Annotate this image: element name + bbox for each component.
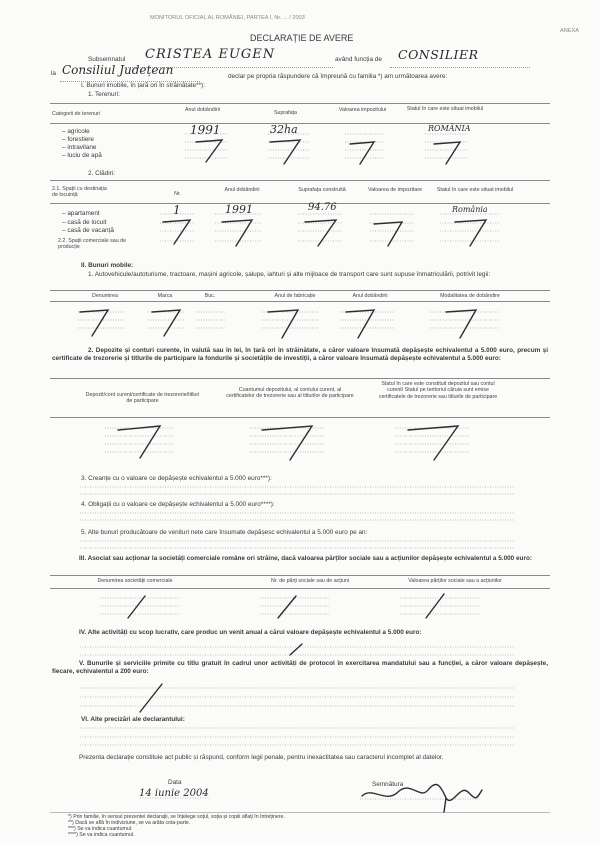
annex-label: ANEXA (560, 28, 579, 34)
shares-header-count: Nr. de părți sociale sau de acțiuni (270, 578, 350, 584)
land-header-category: Categorii de terenuri (52, 111, 100, 117)
obligations-label: 4. Obligații cu o valoare ce depășește echivalentul a 5.000 euro****): (81, 501, 275, 508)
building-header-country: Statul în care este situat imobilul (436, 187, 514, 193)
building-area-value: 94.76 (308, 202, 337, 213)
footnote-family: *) Prin familie, în sensul prezentei declarații, se înțelege soțul, soția și copiii aflați în întreținere. (68, 814, 285, 820)
building-nr-value: 1 (173, 203, 181, 217)
section5-heading: V. Bunurile și serviciile primite cu titlu gratuit în cadrul unor activități de protocol în exercitarea mandatului sau a funcției, a căror valoare depășește, fiecare, echivalentul a 200 euro: (52, 660, 548, 676)
land-category-luciu: – luciu de apă (62, 152, 102, 159)
other-income-label: 5. Alte bunuri producătoare de venituri nete care însumate depășesc echivalentul a 5.000 euro pe an: (81, 529, 368, 536)
building-header-nr: Nr. (174, 191, 181, 197)
vehicle-header-name: Denumirea (92, 293, 118, 299)
land-country-value: ROMÂNIA (428, 124, 471, 133)
deposit-header-country: Statul în care este constituit depozitul sau contul curent/ Statul pe teritoriul căruia sunt emise certificatele de trezorerie sau titlurile de participare (378, 381, 498, 400)
land-area-value: 32ha (270, 123, 298, 136)
building-country-value: România (452, 205, 488, 214)
building-header-dwelling: 2.1. Spații cu destinația de locuință (52, 186, 107, 199)
declarant-function: CONSILIER (398, 47, 479, 62)
building-header-year: Anul dobândirii (224, 187, 260, 193)
land-header-area: Suprafața (274, 110, 297, 116)
declaration-date: 14 iunie 2004 (139, 788, 209, 799)
vehicle-header-brand: Marca (157, 293, 173, 299)
declaration-statement: declar pe propria răspundere că împreună cu familia *) am următoarea avere: (228, 73, 448, 80)
declarant-name: CRISTEA EUGEN (145, 47, 276, 62)
building-header-tax: Valoarea de impozitare (367, 187, 423, 193)
vehicle-header-made: Anul de fabricație (274, 293, 316, 299)
shares-header-value: Valoarea părților sociale sau a acțiunilor (408, 578, 502, 584)
shares-header-company: Denumirea societății comerciale (97, 578, 173, 584)
declarant-institution: Consiliul Județean (62, 63, 174, 77)
vehicle-header-count: Buc. (204, 293, 216, 299)
buildings-subheading: 2. Clădiri: (88, 170, 115, 177)
building-year-value: 1991 (225, 203, 253, 216)
deposits-paragraph: 2. Depozite și conturi curente, în valută sau în lei, în țară ori în străinătate, a căror valoare însumată depășește echivalentul a 5.000 euro, precum și certificate de trezorerie și titlurile de participare la fondurile și societățile de investiții, a căror valoare însumată depășește echivalentul a 5.000 euro: (52, 347, 548, 363)
function-label: având funcția de (335, 56, 382, 63)
land-header-country: Statul în care este situat imobilul (406, 106, 484, 112)
section2-heading: II. Bunuri mobile: (81, 262, 134, 269)
building-header-area: Suprafața construită (298, 187, 346, 193)
land-header-year: Anul dobândirii (184, 107, 221, 113)
building-category-apartament: – apartament (62, 210, 100, 217)
vehicles-paragraph: 1. Autovehicule/autoturisme, tractoare, mașini agricole, șalupe, iahturi și alte mijloace de transport care sunt supuse înmatriculării, potrivit legii: (88, 271, 491, 278)
land-category-agricole: – agricole (62, 128, 90, 135)
date-label: Data (168, 779, 182, 786)
deposit-header-amount: Cuantumul depozitului, al contului curent, al certificatelor de trezorerie sau al titlurilor de participare (226, 387, 354, 400)
land-category-forestiere: – forestiere (62, 136, 94, 143)
claims-label: 3. Creanțe cu o valoare ce depășește echivalentul a 5.000 euro***): (81, 475, 272, 482)
document-title: DECLARAȚIE DE AVERE (250, 33, 354, 43)
deposit-header-type: Depozit/cont curent/certificate de trezorerie/titluri de participare (85, 392, 200, 405)
closing-statement: Prezenta declarație constituie act public și răspund, conform legii penale, pentru inexactitatea sau caracterul incomplet al datelor. (79, 754, 444, 761)
building-category-vacanta: – casă de vacanță (62, 227, 114, 234)
section3-heading: III. Asociat sau acționar la societăți comerciale române ori străine, dacă valoarea părților sociale sau a acțiunilor depășește echivalentul a 5.000 euro: (79, 555, 532, 562)
land-header-tax: Valoarea impozitului (338, 107, 387, 113)
land-subheading: 1. Terenuri: (88, 91, 120, 98)
land-year-value: 1991 (190, 123, 221, 137)
la-label: la (51, 70, 56, 77)
section4-heading: IV. Alte activități cu scop lucrativ, care produc un venit anual a cărui valoare depășește echivalentul a 5.000 euro: (79, 629, 422, 636)
building-category-casa: – casă de locuit (62, 219, 107, 226)
subsemnatul-label: Subsemnatul (88, 56, 126, 63)
footnote-obligations-amount: ****) Se va indica cuantumul. (68, 832, 135, 838)
signature-label: Semnătura (372, 781, 404, 788)
commercial-spaces-label: 2.2. Spații comerciale sau de producție (58, 238, 127, 251)
vehicle-header-mode: Modalitatea de dobândire (440, 293, 500, 299)
section6-heading: VI. Alte precizări ale declarantului: (81, 716, 185, 723)
footnote-indiviziune: **) Dacă se află în indiviziune, se va arăta cota-parte. (68, 820, 191, 826)
land-category-intravilane: – intravilane (62, 144, 97, 151)
section1-heading: I. Bunuri imobile, în țară ori în străinătate**): (81, 82, 205, 89)
gazette-header: MONITORUL OFICIAL AL ROMÂNIEI, PARTEA I, Nr. ... / 2003 (150, 15, 305, 21)
vehicle-header-acquired: Anul dobândirii (352, 293, 388, 299)
footnote-claims-amount: ***) Se va indica cuantumul. (68, 826, 133, 832)
